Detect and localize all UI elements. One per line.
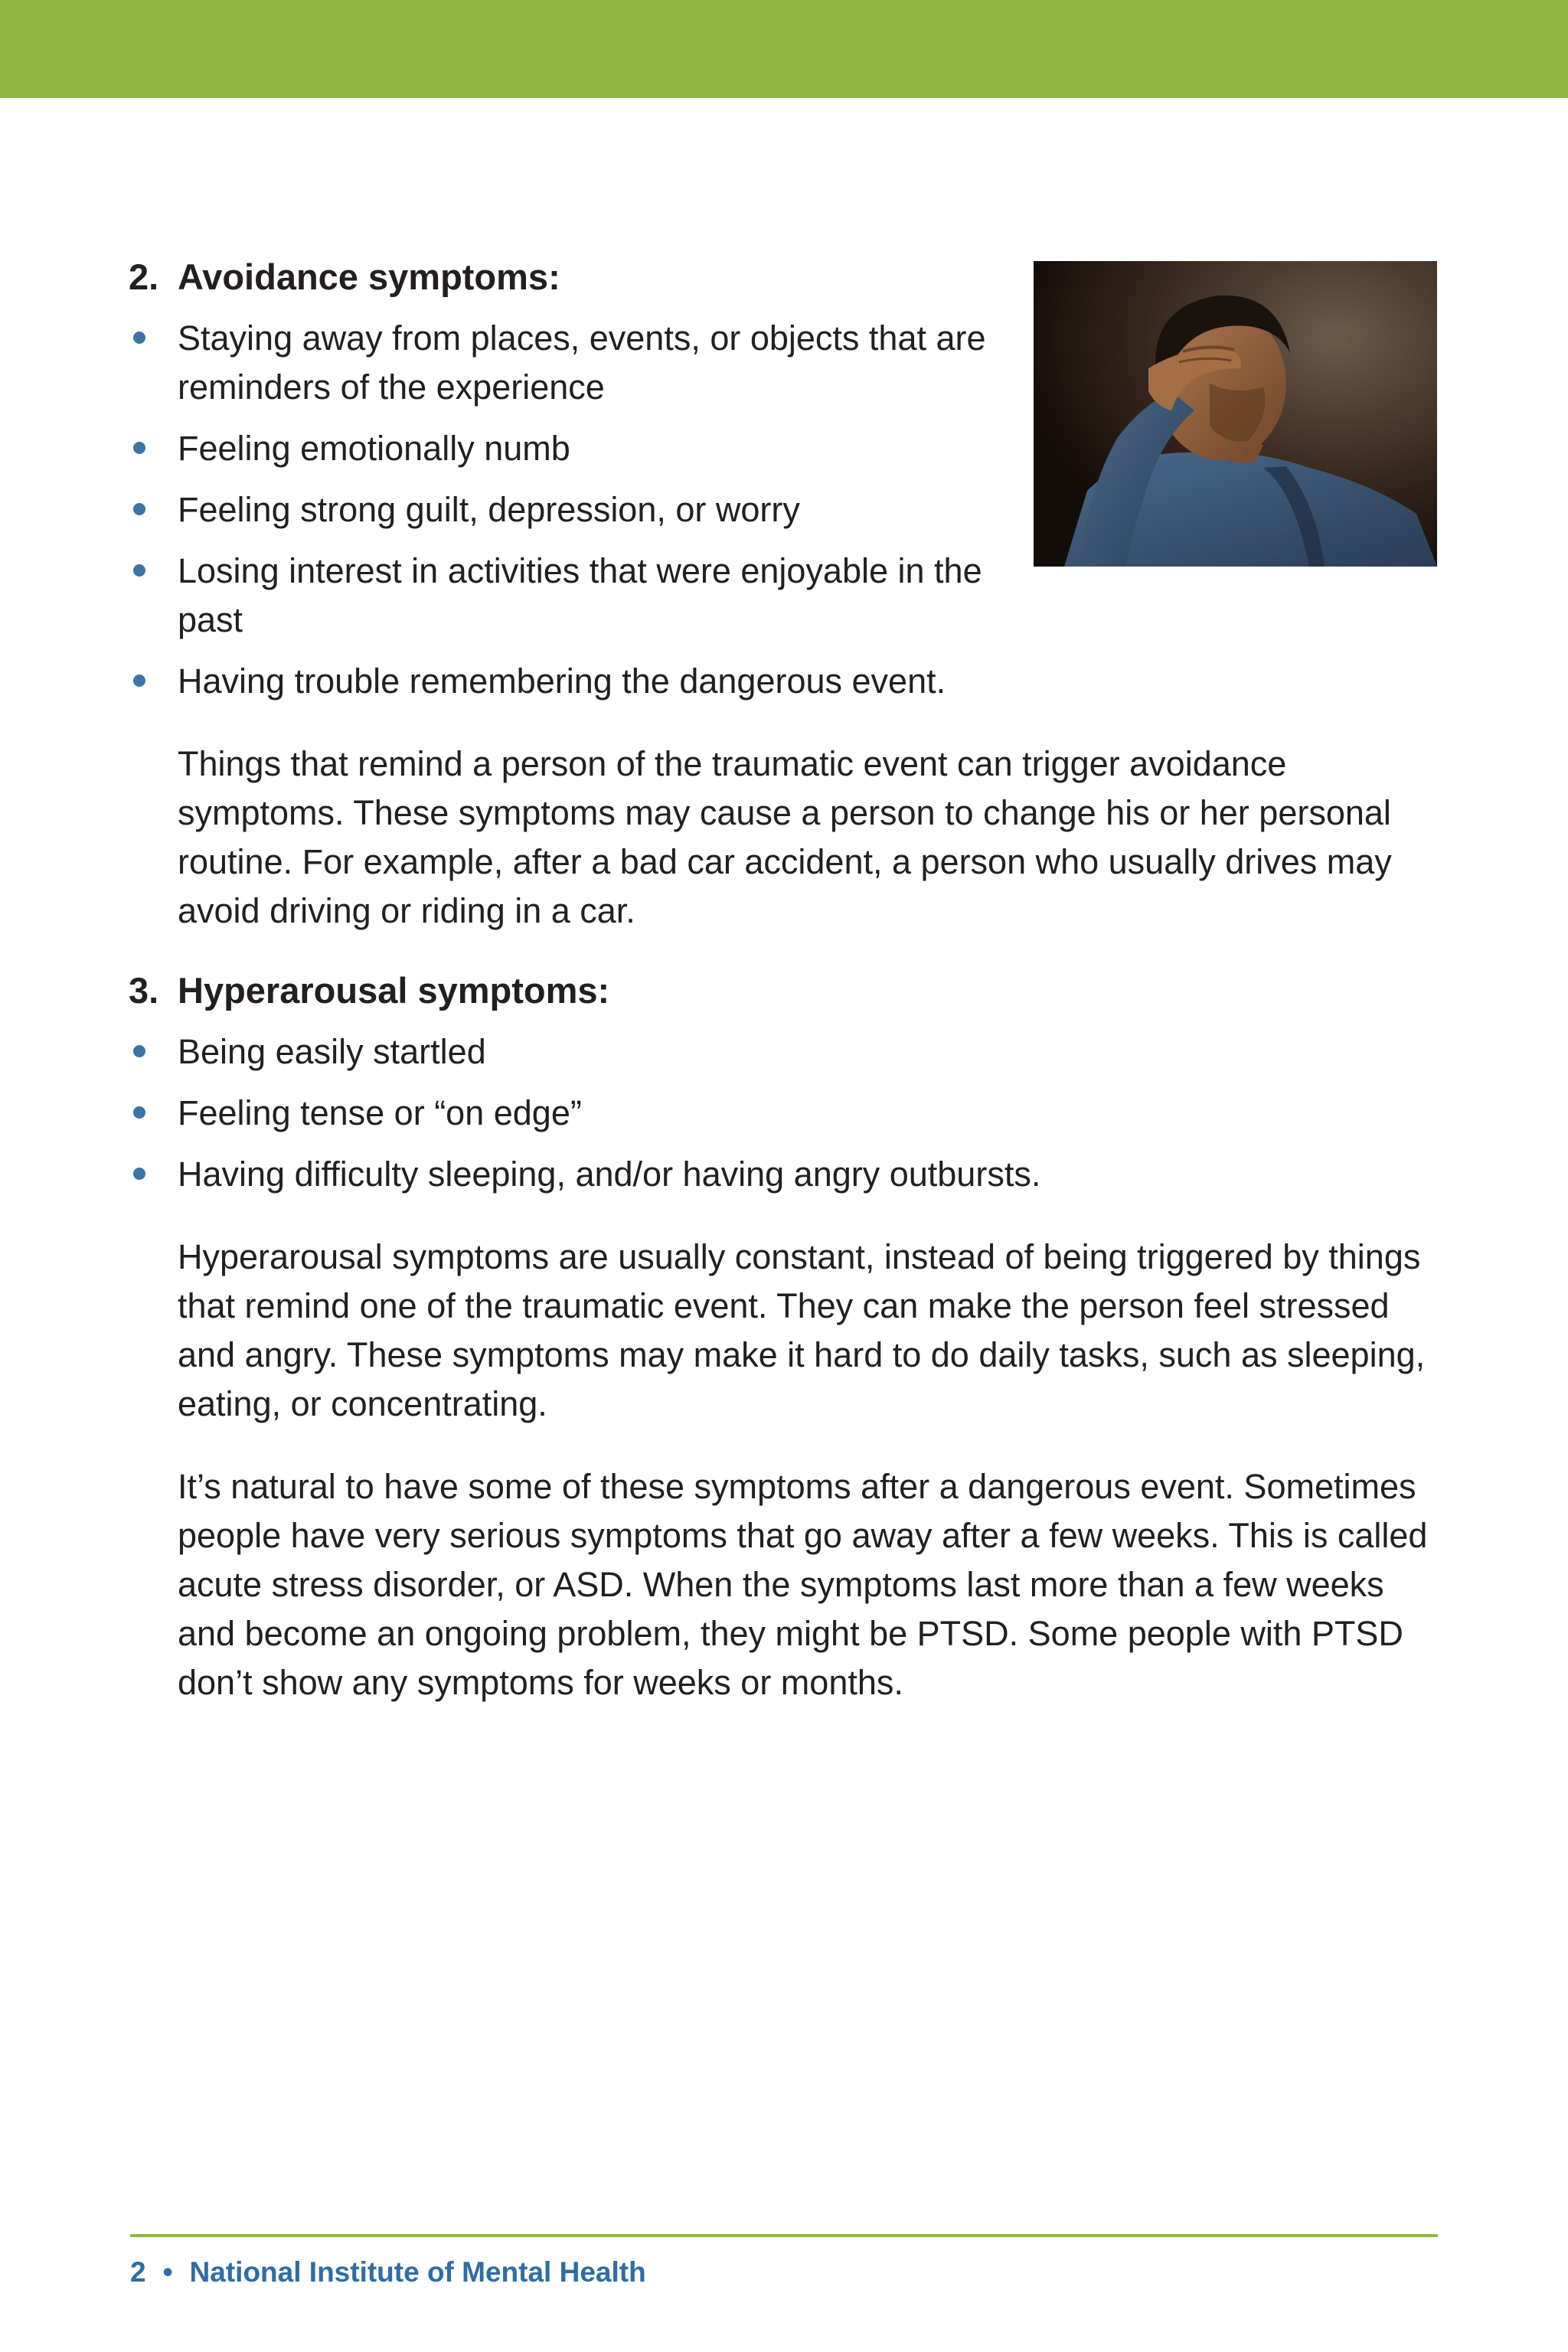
bullet-dot-icon [133,1045,145,1057]
bullet-dot-icon [133,1106,145,1119]
avoidance-symptom-list [129,314,1001,706]
section-number: 3. [129,970,159,1011]
bullet-dot-icon [133,442,145,454]
section-title: Avoidance symptoms: [178,256,560,297]
bullet-dot-icon [133,332,145,344]
bullet-dot-icon [133,675,145,687]
list-item: Feeling tense or “on edge” [129,1089,1438,1138]
list-item: Losing interest in activities that were enjoyable in the past [129,547,1001,645]
hyperarousal-paragraph: Hyperarousal symptoms are usually constant, instead of being triggered by things that remind one of the traumatic event. They can make the person feel stressed and angry. These symptoms may make it hard to do daily tasks, such as sleeping, eating, or concentrating. [178,1237,1426,1423]
section-title: Hyperarousal symptoms: [178,970,610,1011]
page-content [129,253,1438,1707]
bullet-dot-icon [133,1168,145,1180]
section-number: 2. [129,256,159,297]
list-item: Staying away from places, events, or objects that are reminders of the experience [129,314,1001,412]
page-number: 2 [130,2256,146,2288]
list-item: Having trouble remembering the dangerous event. [129,657,1001,706]
section-heading-hyperarousal [129,966,1438,1015]
list-item: Being easily startled [129,1027,1438,1076]
bullet-dot-icon [133,564,145,577]
organization-name: National Institute of Mental Health [189,2256,646,2288]
list-item: Feeling emotionally numb [129,424,1001,473]
footer-separator: • [162,2256,173,2288]
list-item: Having difficulty sleeping, and/or having angry outbursts. [129,1150,1438,1199]
avoidance-paragraph: Things that remind a person of the traumatic event can trigger avoidance symptoms. These symptoms may cause a person to change his or her personal routine. For example, after a bad car accident, a person who usually drives may avoid driving or riding in a car. [178,744,1392,930]
list-item: Feeling strong guilt, depression, or worry [129,485,1001,534]
bullet-dot-icon [133,503,145,515]
section-heading-avoidance [129,253,1438,302]
page-footer [130,2256,646,2289]
asd-ptsd-paragraph: It’s natural to have some of these symptoms after a dangerous event. Sometimes people have very serious symptoms that go away after a few weeks. This is called acute stress disorder, or ASD. When the symptoms last more than a few weeks and become an ongoing problem, they might be PTSD. Some people with PTSD don’t show any symptoms for weeks or months. [178,1467,1428,1702]
hyperarousal-symptom-list [129,1027,1438,1199]
top-color-band [0,0,1568,98]
footer-divider [130,2234,1438,2237]
